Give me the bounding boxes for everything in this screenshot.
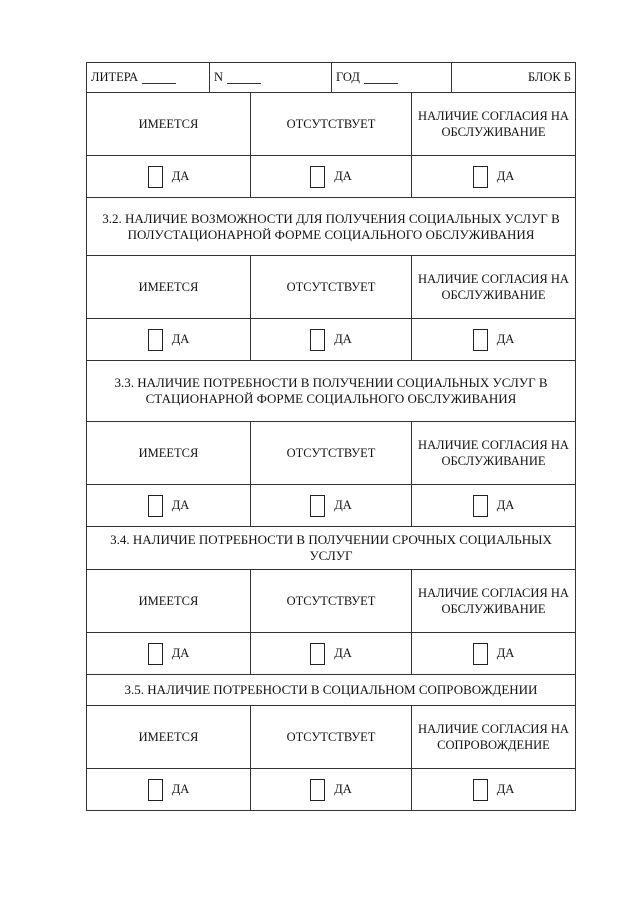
options-row	[87, 705, 575, 768]
yes-label: ДА	[334, 646, 352, 660]
consent-checkbox[interactable]	[473, 495, 488, 517]
options-row	[87, 569, 575, 632]
has-checkbox[interactable]	[148, 329, 163, 351]
has-cell	[87, 156, 250, 197]
has-checkbox[interactable]	[148, 779, 163, 801]
has-header: ИМЕЕТСЯ	[138, 280, 199, 294]
block-label: БЛОК Б	[527, 70, 571, 84]
absent-checkbox[interactable]	[310, 779, 325, 801]
yes-label: ДА	[334, 782, 352, 796]
yes-label: ДА	[171, 646, 190, 660]
yes-label: ДА	[496, 782, 515, 796]
absent-header: ОТСУТСТВУЕТ	[250, 570, 411, 632]
number-cell	[209, 63, 331, 92]
checkbox-row	[87, 632, 575, 674]
section-title-row	[87, 526, 575, 569]
year-cell	[331, 63, 451, 92]
accompaniment-header: НАЛИЧИЕ СОГЛАСИЯ НА СОПРОВОЖДЕНИЕ	[411, 706, 575, 768]
has-cell	[87, 319, 250, 360]
has-checkbox[interactable]	[148, 495, 163, 517]
litera-label: ЛИТЕРА	[91, 70, 139, 84]
absent-cell	[250, 156, 411, 197]
consent-header: НАЛИЧИЕ СОГЛАСИЯ НА ОБСЛУЖИВАНИЕ	[411, 93, 575, 155]
consent-cell	[411, 633, 575, 674]
has-cell	[87, 633, 250, 674]
accompaniment-checkbox[interactable]	[473, 779, 488, 801]
consent-header: НАЛИЧИЕ СОГЛАСИЯ НА ОБСЛУЖИВАНИЕ	[411, 570, 575, 632]
absent-checkbox[interactable]	[310, 643, 325, 665]
consent-cell	[411, 156, 575, 197]
number-label: N	[214, 70, 224, 84]
checkbox-row	[87, 155, 575, 197]
options-row	[87, 421, 575, 484]
options-row	[87, 255, 575, 318]
absent-header: ОТСУТСТВУЕТ	[250, 706, 411, 768]
yes-label: ДА	[496, 498, 515, 512]
yes-label: ДА	[171, 498, 190, 512]
has-header: ИМЕЕТСЯ	[138, 117, 199, 131]
absent-cell	[250, 485, 411, 526]
has-header: ИМЕЕТСЯ	[138, 446, 199, 460]
yes-label: ДА	[496, 646, 515, 660]
consent-checkbox[interactable]	[473, 166, 488, 188]
litera-cell	[87, 63, 209, 92]
absent-header: ОТСУТСТВУЕТ	[250, 93, 411, 155]
checkbox-row	[87, 484, 575, 526]
consent-checkbox[interactable]	[473, 643, 488, 665]
number-field[interactable]	[227, 71, 261, 84]
yes-label: ДА	[496, 332, 515, 346]
yes-label: ДА	[334, 332, 352, 346]
absent-header: ОТСУТСТВУЕТ	[250, 256, 411, 318]
section-title-row	[87, 197, 575, 255]
section-title: 3.3. НАЛИЧИЕ ПОТРЕБНОСТИ В ПОЛУЧЕНИИ СОЦИАЛЬНЫХ УСЛУГ В СТАЦИОНАРНОЙ ФОРМЕ СОЦИАЛЬНОГО ОБСЛУЖИВАНИЯ	[114, 375, 548, 406]
yes-label: ДА	[334, 169, 352, 183]
has-header: ИМЕЕТСЯ	[138, 730, 199, 744]
absent-checkbox[interactable]	[310, 329, 325, 351]
has-cell	[87, 485, 250, 526]
options-row	[87, 92, 575, 155]
consent-header: НАЛИЧИЕ СОГЛАСИЯ НА ОБСЛУЖИВАНИЕ	[411, 256, 575, 318]
section-title-row	[87, 360, 575, 421]
has-cell	[87, 769, 250, 810]
has-checkbox[interactable]	[148, 643, 163, 665]
absent-checkbox[interactable]	[310, 166, 325, 188]
form-table	[86, 62, 576, 811]
year-field[interactable]	[364, 71, 398, 84]
consent-header: НАЛИЧИЕ СОГЛАСИЯ НА ОБСЛУЖИВАНИЕ	[411, 422, 575, 484]
year-label: ГОД	[336, 70, 360, 84]
yes-label: ДА	[496, 169, 515, 183]
checkbox-row	[87, 318, 575, 360]
header-row	[87, 62, 575, 92]
yes-label: ДА	[171, 332, 190, 346]
absent-header: ОТСУТСТВУЕТ	[250, 422, 411, 484]
block-cell	[451, 63, 575, 92]
yes-label: ДА	[171, 169, 190, 183]
accompaniment-cell	[411, 769, 575, 810]
absent-cell	[250, 633, 411, 674]
section-title: 3.5. НАЛИЧИЕ ПОТРЕБНОСТИ В СОЦИАЛЬНОМ СОПРОВОЖДЕНИИ	[124, 682, 538, 697]
litera-field[interactable]	[142, 71, 176, 84]
checkbox-row	[87, 768, 575, 810]
has-checkbox[interactable]	[148, 166, 163, 188]
section-title-row	[87, 674, 575, 705]
absent-cell	[250, 769, 411, 810]
yes-label: ДА	[171, 782, 190, 796]
absent-cell	[250, 319, 411, 360]
section-title: 3.2. НАЛИЧИЕ ВОЗМОЖНОСТИ ДЛЯ ПОЛУЧЕНИЯ СОЦИАЛЬНЫХ УСЛУГ В ПОЛУСТАЦИОНАРНОЙ ФОРМЕ СОЦИАЛЬНОГО ОБСЛУЖИВАНИЯ	[102, 210, 560, 242]
consent-cell	[411, 319, 575, 360]
yes-label: ДА	[334, 498, 352, 512]
section-title: 3.4. НАЛИЧИЕ ПОТРЕБНОСТИ В ПОЛУЧЕНИИ СРОЧНЫХ СОЦИАЛЬНЫХ УСЛУГ	[110, 532, 552, 563]
has-header: ИМЕЕТСЯ	[138, 594, 199, 608]
consent-checkbox[interactable]	[473, 329, 488, 351]
consent-cell	[411, 485, 575, 526]
absent-checkbox[interactable]	[310, 495, 325, 517]
